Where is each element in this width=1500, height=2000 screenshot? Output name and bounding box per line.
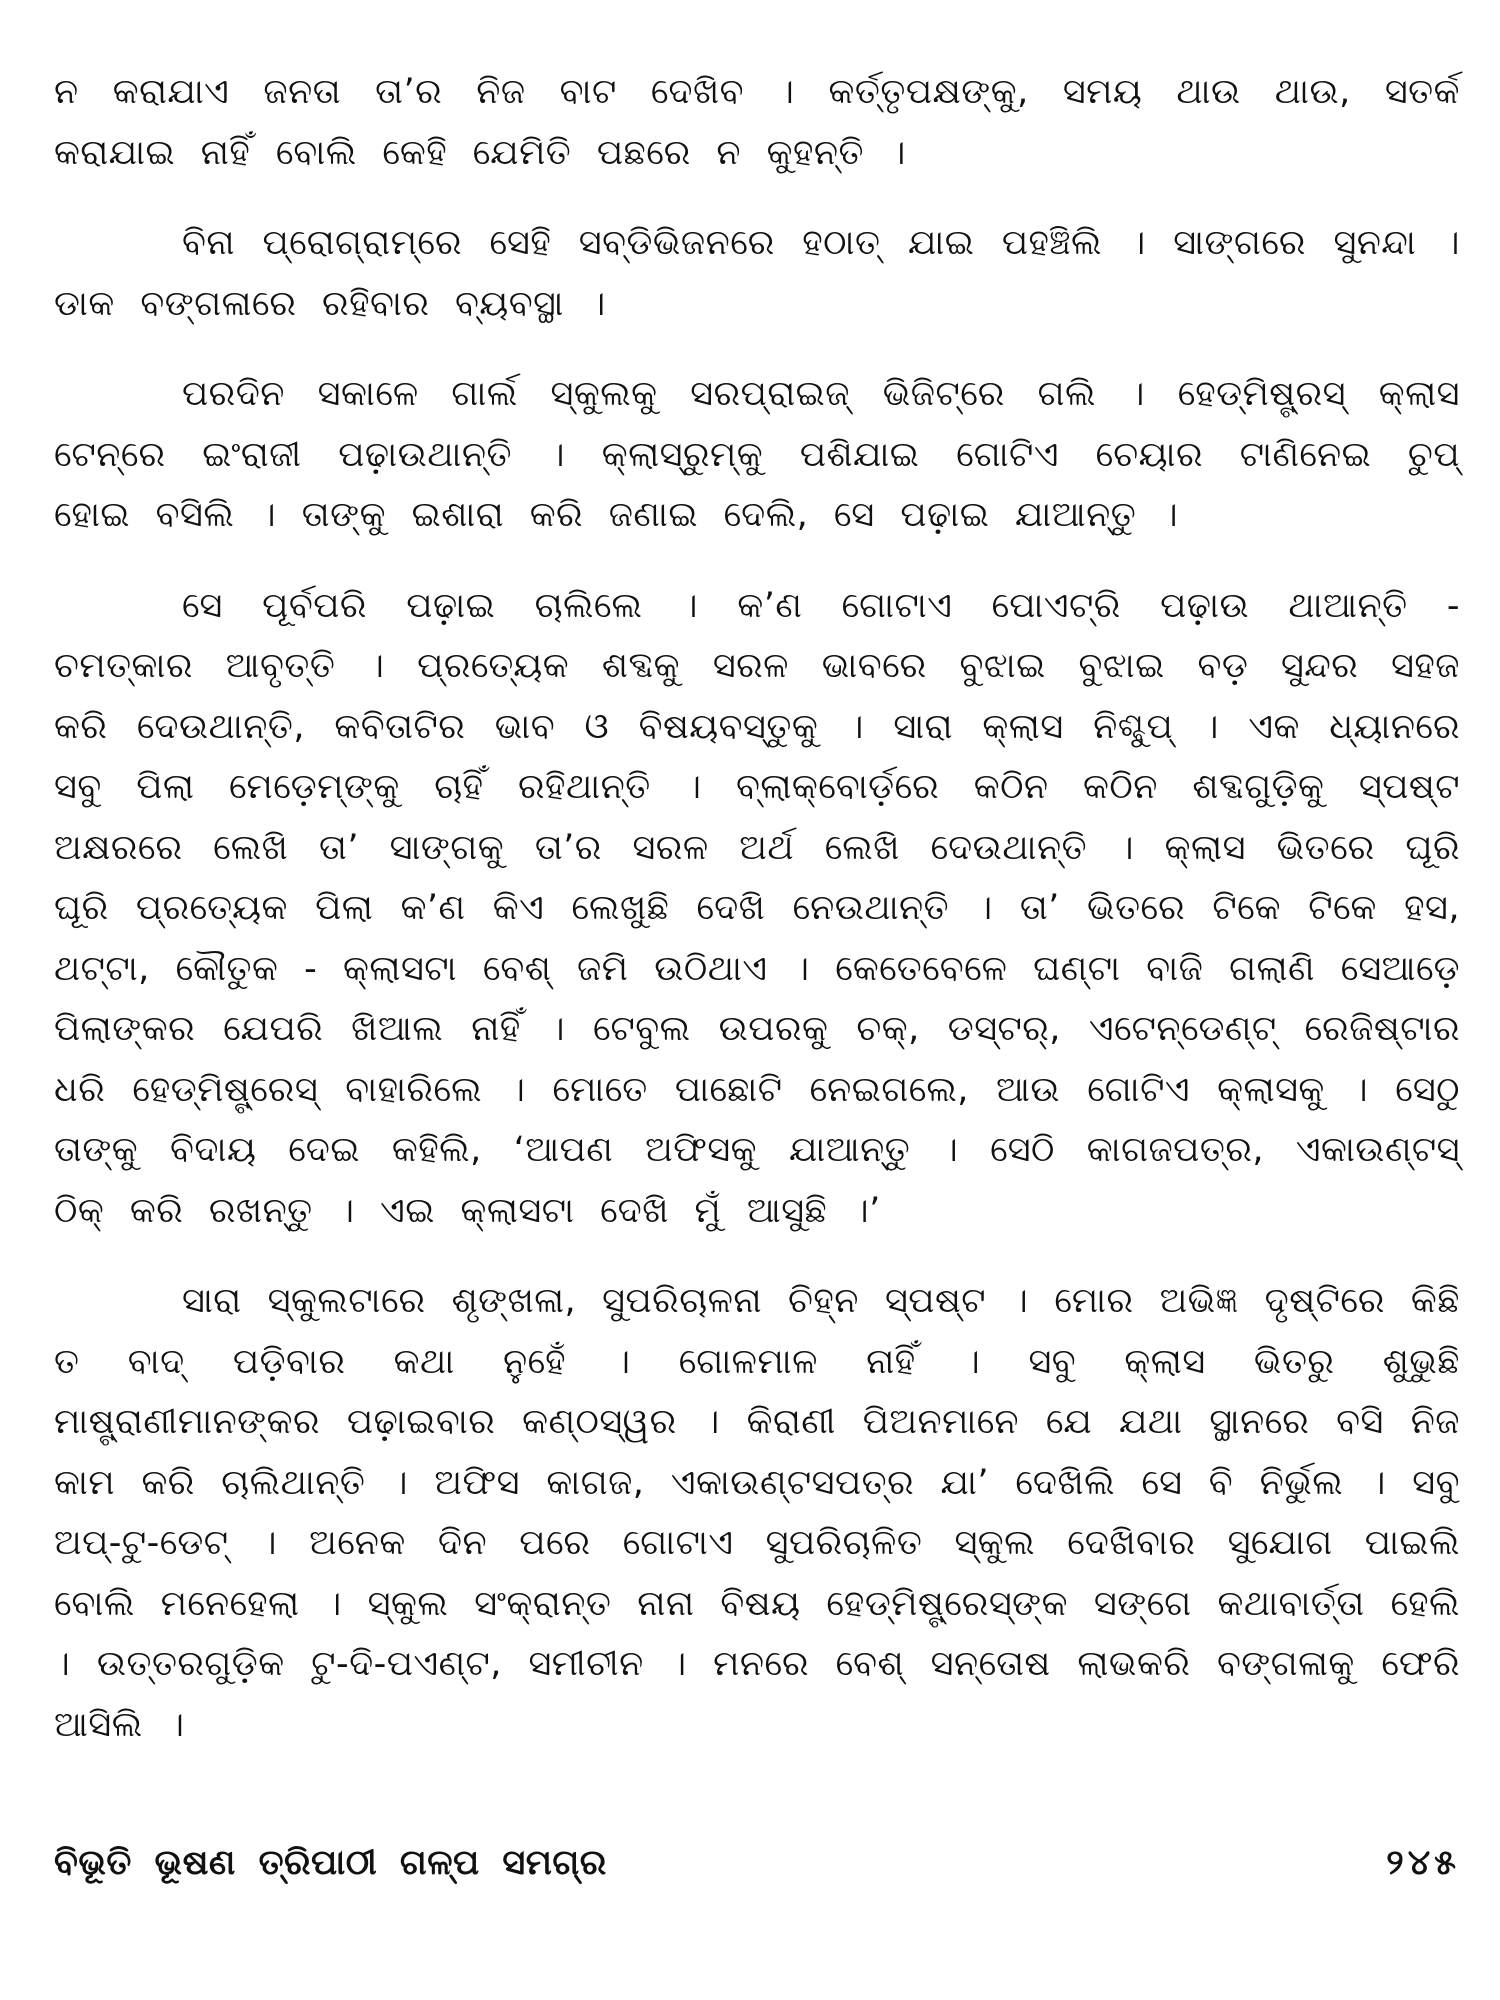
paragraph-3: ପରଦିନ ସକାଳେ ଗାର୍ଲ ସ୍କୁଲକୁ ସରପ୍ରାଇଜ୍ ଭିଜିଟ୍‌ରେ ଗଲି । ହେଡ୍‌ମିଷ୍ଟ୍ରସ୍ କ୍ଲାସ ଟେନ୍‌ରେ ଇଂରାଜୀ ପଢ଼ାଉଥାନ୍ତି । କ୍ଲାସ୍‌ରୁମ୍‌କୁ ପଶିଯାଇ ଗୋଟିଏ ଚେୟାର ଟାଣିନେଇ ଚୁପ୍ ହୋଇ ବସିଲି । ତାଙ୍କୁ ଇଶାରା କରି ଜଣାଇ ଦେଲି, ସେ ପଢ଼ାଇ ଯାଆନ୍ତୁ । — [54, 374, 1460, 535]
page-number: ୨୪୫ — [1386, 1843, 1460, 1883]
paragraph-4: ସେ ପୂର୍ବପରି ପଢ଼ାଇ ଚାଲିଲେ । କ’ଣ ଗୋଟାଏ ପୋଏଟ୍ରି ପଢ଼ାଉ ଥାଆନ୍ତି - ଚମତ୍କାର ଆବୃତ୍ତି । ପ୍ରତ୍ୟେକ ଶବ୍ଦକୁ ସରଳ ଭାବରେ ବୁଝାଇ ବୁଝାଇ ବଡ଼ ସୁନ୍ଦର ସହଜ କରି ଦେଉଥାନ୍ତି, କବିତାଟିର ଭାବ ଓ ବିଷୟବସ୍ତୁକୁ । ସାରା କ୍ଲାସ ନିଶ୍ଚୁପ୍ । ଏକ ଧ୍ୟାନରେ ସବୁ ପିଲା ମେଡ଼େମ୍‌ଙ୍କୁ ଚାହିଁ ରହିଥାନ୍ତି । ବ୍ଲାକ୍‌ବୋର୍ଡ଼ରେ କଠିନ କଠିନ ଶବ୍ଦଗୁଡ଼ିକୁ ସ୍ପଷ୍ଟ ଅକ୍ଷରରେ ଲେଖି ତା’ ସାଙ୍ଗକୁ ତା’ର ସରଳ ଅର୍ଥ ଲେଖି ଦେଉଥାନ୍ତି । କ୍ଲାସ ଭିତରେ ଘୂରି ଘୂରି ପ୍ରତ୍ୟେକ ପିଲା କ’ଣ କିଏ ଲେଖୁଛି ଦେଖି ନେଉଥାନ୍ତି । ତା’ ଭିତରେ ଟିକେ ଟିକେ ହସ, ଥଟ୍ଟା, କୌତୁକ - କ୍ଲାସଟା ବେଶ୍ ଜମି ଉଠିଥାଏ । କେତେବେଳେ ଘଣ୍ଟା ବାଜି ଗଲାଣି ସେଆଡ଼େ ପିଲାଙ୍କର ଯେପରି ଖିଆଲ ନାହିଁ । ଟେବୁଲ ଉପରକୁ ଚକ୍, ଡସ୍ଟର୍, ଏଟେନ୍‌ଡେଣ୍ଟ୍ ରେଜିଷ୍ଟାର ଧରି ହେଡ୍‌ମିଷ୍ଟ୍ରେସ୍ ବାହାରିଲେ । ମୋତେ ପାଛୋଟି ନେଇଗଲେ, ଆଉ ଗୋଟିଏ କ୍ଲାସକୁ । ସେଠୁ ତାଙ୍କୁ ବିଦାୟ ଦେଇ କହିଲି, ‘ଆପଣ ଅଫିସକୁ ଯାଆନ୍ତୁ । ସେଠି କାଗଜପତ୍ର, ଏକାଉଣ୍ଟସ୍ ଠିକ୍ କରି ରଖନ୍ତୁ । ଏଇ କ୍ଲାସଟା ଦେଖି ମୁଁ ଆସୁଛି ।’ — [54, 585, 1460, 1231]
body-text — [54, 62, 1460, 1755]
paragraph-1: ନ କରାଯାଏ ଜନତା ତା’ର ନିଜ ବାଟ ଦେଖିବ । କର୍ତ୍ତୃପକ୍ଷଙ୍କୁ, ସମୟ ଥାଉ ଥାଉ, ସତର୍କ କରାଯାଇ ନାହିଁ ବୋଲି କେହି ଯେମିତି ପଛରେ ନ କୁହନ୍ତି । — [54, 72, 1460, 173]
page-footer — [54, 1843, 1460, 1883]
paragraph-5: ସାରା ସ୍କୁଲଟାରେ ଶୃଙ୍ଖଳା, ସୁପରିଚାଳନା ଚିହ୍ନ ସ୍ପଷ୍ଟ । ମୋର ଅଭିଜ୍ଞ ଦୃଷ୍ଟିରେ କିଛି ତ ବାଦ୍ ପଡ଼ିବାର କଥା ନୁହେଁ । ଗୋଳମାଳ ନାହିଁ । ସବୁ କ୍ଲାସ ଭିତରୁ ଶୁଭୁଛି ମାଷ୍ଟ୍ରାଣୀମାନଙ୍କର ପଢ଼ାଇବାର କଣ୍ଠସ୍ୱର । କିରାଣୀ ପିଅନମାନେ ଯେ ଯଥା ସ୍ଥାନରେ ବସି ନିଜ କାମ କରି ଚାଲିଥାନ୍ତି । ଅଫିସ କାଗଜ, ଏକାଉଣ୍ଟସପତ୍ର ଯା’ ଦେଖିଲି ସେ ବି ନିର୍ଭୁଲ । ସବୁ ଅପ୍-ଟୁ-ଡେଟ୍ । ଅନେକ ଦିନ ପରେ ଗୋଟାଏ ସୁପରିଚାଳିତ ସ୍କୁଲ ଦେଖିବାର ସୁଯୋଗ ପାଇଲି ବୋଲି ମନେହେଲା । ସ୍କୁଲ ସଂକ୍ରାନ୍ତ ନାନା ବିଷୟ ହେଡ୍‌ମିଷ୍ଟ୍ରେସ୍‌ଙ୍କ ସଙ୍ଗେ କଥାବାର୍ତ୍ତା ହେଲି । ଉତ୍ତରଗୁଡ଼ିକ ଟୁ-ଦି-ପଏଣ୍ଟ, ସମୀଚୀନ । ମନରେ ବେଶ୍ ସନ୍ତୋଷ ଲାଭକରି ବଙ୍ଗଳାକୁ ଫେରି ଆସିଲି । — [54, 1281, 1460, 1745]
paragraph-2: ବିନା ପ୍ରୋଗ୍ରାମ୍‌ରେ ସେହି ସବ୍‌ଡିଭିଜନରେ ହଠାତ୍ ଯାଇ ପହଞ୍ଚିଲି । ସାଙ୍ଗରେ ସୁନନ୍ଦା । ଡାକ ବଙ୍ଗଳାରେ ରହିବାର ବ୍ୟବସ୍ଥା । — [54, 223, 1460, 324]
book-title: ବିଭୂତି ଭୂଷଣ ତ୍ରିପାଠୀ ଗଳ୍ପ ସମଗ୍ର — [54, 1843, 607, 1883]
